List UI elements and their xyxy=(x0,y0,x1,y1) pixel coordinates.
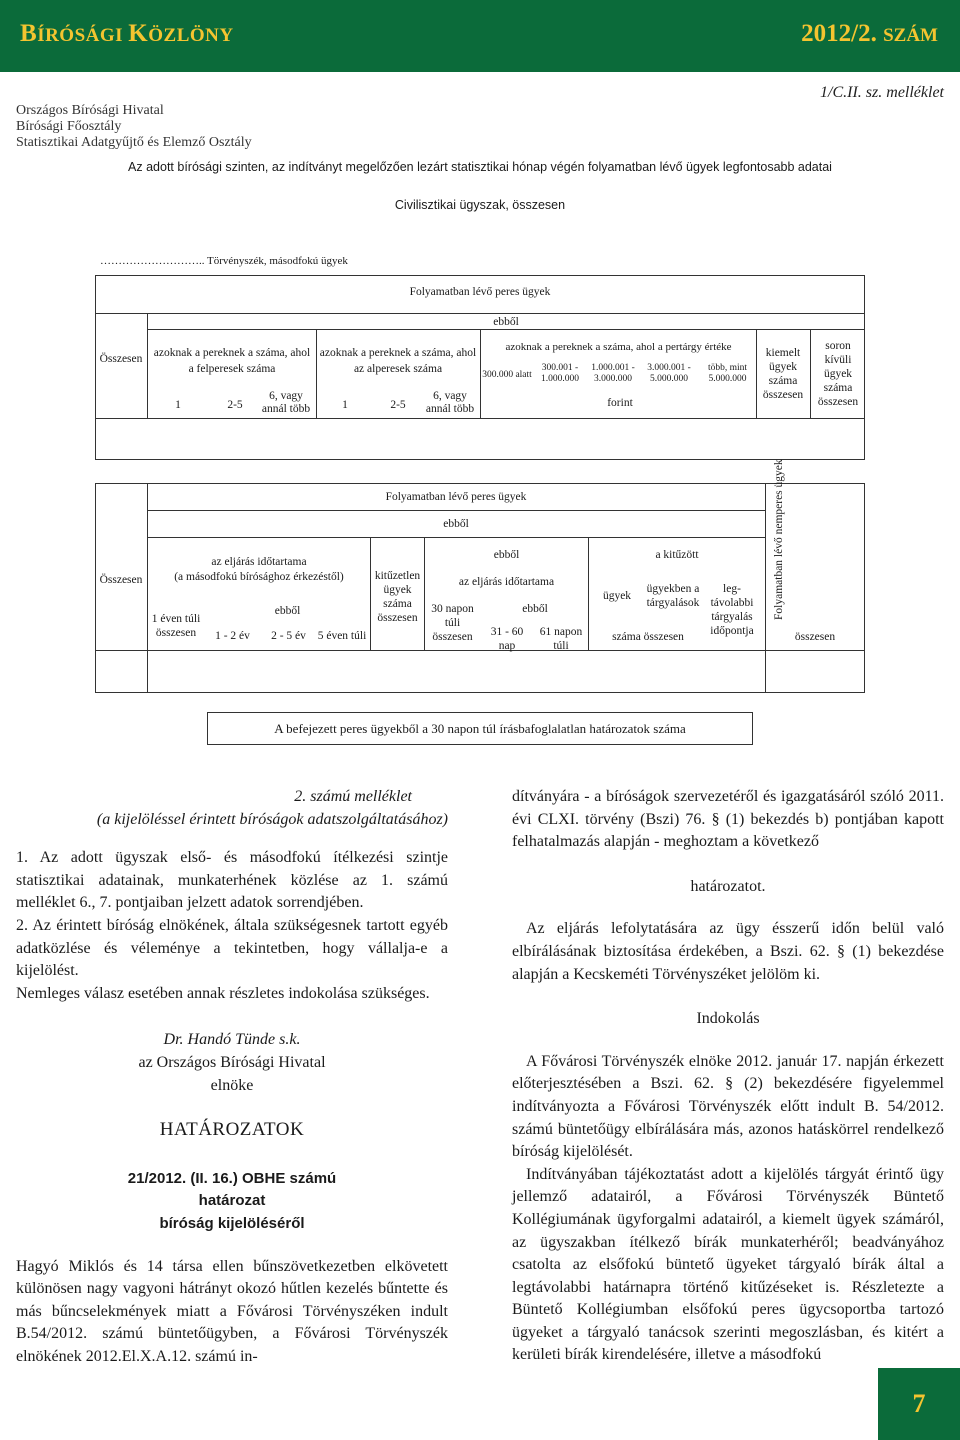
table2-cases: ügyek xyxy=(602,590,632,602)
table2-over-30-days: 30 napon túli összesen xyxy=(431,603,474,643)
org-line: Bírósági Főosztály xyxy=(16,119,122,134)
table1-defendants-2-5: 2-5 xyxy=(390,399,406,411)
table1-plaintiffs-1: 1 xyxy=(175,399,181,411)
paragraph: Az eljárás lefolytatására az ügy ésszerű időn belül való elbírálásának biztosítása érdekében, a Bszi. 62. § (1) bekezdése alapján a Kecskeméti Törvényszéket jelölöm ki. xyxy=(512,920,944,983)
table1-defendants-1: 1 xyxy=(342,399,348,411)
table1-forint: forint xyxy=(607,397,633,409)
paragraph: Indítványában tájékoztatást adott a kijelölés tárgyát érintő ügy jellemző adatairól, a Fővárosi Törvényszék Büntető Kollégiumának ügyforgalmi adatairól, a kiemelt ügyek számáról, az ügyszakban ítélkező bírák munkaterhéről; beadványához csatolta az elsőfokú büntető ügyeket tárgyaló bírák által a legtávolabbi határnapra történő kitűzéseket is. Részletezte a Büntető Kollégiumban elsőfokú peres ügycsoportba tartozó ügyeket a tárgyaló tanácsok szerinti megoszlásban, és kitért a kerületi bírák kirendelésére, illetve a másodfokú xyxy=(512,1165,944,1364)
table1-defendants-6plus: 6, vagy annál több xyxy=(425,390,475,415)
table1-value-band: 300.000 alatt xyxy=(482,370,532,380)
signatory-title: elnöke xyxy=(210,1076,254,1094)
table2-2-5-years: 2 - 5 év xyxy=(271,630,306,642)
signatory-name: Dr. Handó Tünde s.k. xyxy=(163,1031,301,1049)
table1-priority-header: kiemelt ügyek száma összesen xyxy=(762,347,804,401)
journal-title: BÍRÓSÁGI KÖZLÖNY xyxy=(20,20,234,47)
table2-scheduled-header: a kitűzött xyxy=(655,549,699,561)
table1-ebbol: ebből xyxy=(493,316,519,328)
table2-hearings: ügyekben a tárgyalások xyxy=(646,583,700,609)
table2-nonlitigation-total: összesen xyxy=(794,631,836,643)
annex2-subtitle: (a kijelöléssel érintett bíróságok adatszolgáltatásához) xyxy=(96,810,448,828)
table1-plaintiffs-2-5: 2-5 xyxy=(227,399,243,411)
table1-plaintiffs-header: azoknak a pereknek a száma, ahol a felperesek száma xyxy=(153,347,311,375)
table2-nonlitigation-header: Folyamatban lévő nemperes ügyek xyxy=(773,459,785,620)
table1-total-header: Összesen xyxy=(99,353,143,365)
table1-value-header: azoknak a pereknek a száma, ahol a pertárgy értéke xyxy=(505,341,732,353)
table2-ebbol: ebből xyxy=(443,518,469,530)
paragraph: A Fővárosi Törvényszék elnöke 2012. január 17. napján érkezett előterjesztésében a Bszi. 62. § (2) bekezdésére figyelemmel indítványozta a Fővárosi Törvényszék előtt indult B. 54/2012. számú büntetőügy elbírálására más, azonos hatáskörrel rendelkező bíróság kijelölését. xyxy=(512,1052,944,1161)
section-heading: HATÁROZATOK xyxy=(159,1119,305,1141)
table2-ebbol-sub: ebből xyxy=(274,605,301,617)
table2-over-one-year: 1 éven túli összesen xyxy=(151,613,201,639)
paragraph: Nemleges válasz esetében annak részletes indokolása szükséges. xyxy=(16,984,430,1002)
table-subtitle: Civilisztikai ügyszak, összesen xyxy=(394,198,566,212)
table1-out-of-order-header: soron kívüli ügyek száma összesen xyxy=(817,340,859,408)
table2-furthest-hearing: leg- távolabbi tárgyalás időpontja xyxy=(710,583,754,637)
table2-over-5-years: 5 éven túli xyxy=(317,630,367,642)
journal-header xyxy=(0,0,960,72)
table1-title: Folyamatban lévő peres ügyek xyxy=(409,286,551,298)
table1-value-band: 3.000.001 - 5.000.000 xyxy=(647,363,691,384)
organization-block xyxy=(16,103,252,151)
table2-process-duration: az eljárás időtartama xyxy=(458,576,555,588)
table1-plaintiffs-6plus: 6, vagy annál több xyxy=(261,390,311,415)
decision-subject: bíróság kijelöléséről xyxy=(159,1214,305,1232)
paragraph: 1. Az adott ügyszak első- és másodfokú ítélkezési szintje statisztikai adatainak, munkaterhének közlése az 1. számú melléklet 6., 7. pontjaiban jelzett adatok sorrendjében. xyxy=(16,849,448,912)
table2-count-total: száma összesen xyxy=(612,631,684,643)
table2-ebbol-days: ebből xyxy=(522,603,548,615)
table2-total-header: Összesen xyxy=(99,574,143,586)
left-column xyxy=(16,786,448,1368)
paragraph: dítványára - a bíróságok szervezetéről és igazgatásáról szóló 2011. évi CLXI. törvény (Bszi) 76. § (1) bekezdés b) pontjában kapott felhatalmazás alapján - meghoztam a következő xyxy=(512,788,944,851)
table2-over-61-days: 61 napon túli xyxy=(539,626,583,652)
resolution-word: határozatot. xyxy=(690,877,766,895)
org-line: Országos Bírósági Hivatal xyxy=(16,103,164,118)
reasoning-heading: Indokolás xyxy=(696,1010,760,1028)
unwritten-decisions-box: A befejezett peres ügyekből a 30 napon túl írásbafoglalatlan határozatok száma xyxy=(207,712,753,745)
table2-ebbol-mid: ebből xyxy=(493,549,520,561)
signatory-title: az Országos Bírósági Hivatal xyxy=(138,1053,326,1071)
table-description: Az adott bírósági szinten, az indítványt megelőzően lezárt statisztikai hónap végén folyamatban lévő ügyek legfontosabb adatai xyxy=(128,160,832,174)
annex-label: 1/C.II. sz. melléklet xyxy=(820,84,944,101)
table2-unscheduled-header: kitűzetlen ügyek száma összesen xyxy=(374,570,421,624)
decision-number: 21/2012. (II. 16.) OBHE számú xyxy=(127,1169,337,1187)
table1-value-band: több, mint 5.000.000 xyxy=(707,363,748,384)
decision-word: határozat xyxy=(198,1192,266,1210)
page-number: 7 xyxy=(878,1368,960,1440)
table1-defendants-header: azoknak a pereknek a száma, ahol az alperesek száma xyxy=(319,347,477,375)
table1-value-band: 300.001 - 1.000.000 xyxy=(541,363,579,384)
annex2-title: 2. számú melléklet xyxy=(294,788,412,805)
paragraph: 2. Az érintett bíróság elnökének, általa szükségesnek tartott egyéb adatközlése és véleménye a tekintetben, hogy vállalja-e a kijelölést. xyxy=(16,916,448,980)
table1-value-band: 1.000.001 - 3.000.000 xyxy=(591,363,635,384)
table2-title: Folyamatban lévő peres ügyek xyxy=(385,491,527,503)
issue-number: 2012/2. SZÁM xyxy=(801,20,938,47)
right-column xyxy=(512,786,944,1367)
table2-duration-header: az eljárás időtartama (a másodfokú bírósághoz érkezéstől) xyxy=(174,556,344,583)
table2-31-60-days: 31 - 60 nap xyxy=(490,626,524,652)
org-line: Statisztikai Adatgyűjtő és Elemző Osztály xyxy=(16,135,252,150)
court-line: ……………………….. Törvényszék, másodfokú ügyek xyxy=(100,255,348,267)
paragraph: Hagyó Miklós és 14 társa ellen bűnszövetkezetben elkövetett különösen nagy vagyoni hátrányt okozó hűtlen kezelés bűntette és más bűncselekmények miatt a Fővárosi Törvényszéken indult B.54/2012. számú büntetőügyben, a Fővárosi Törvényszék elnökének 2012.El.X.A.12. számú in- xyxy=(16,1257,448,1365)
table2-1-2-years: 1 - 2 év xyxy=(215,630,250,642)
